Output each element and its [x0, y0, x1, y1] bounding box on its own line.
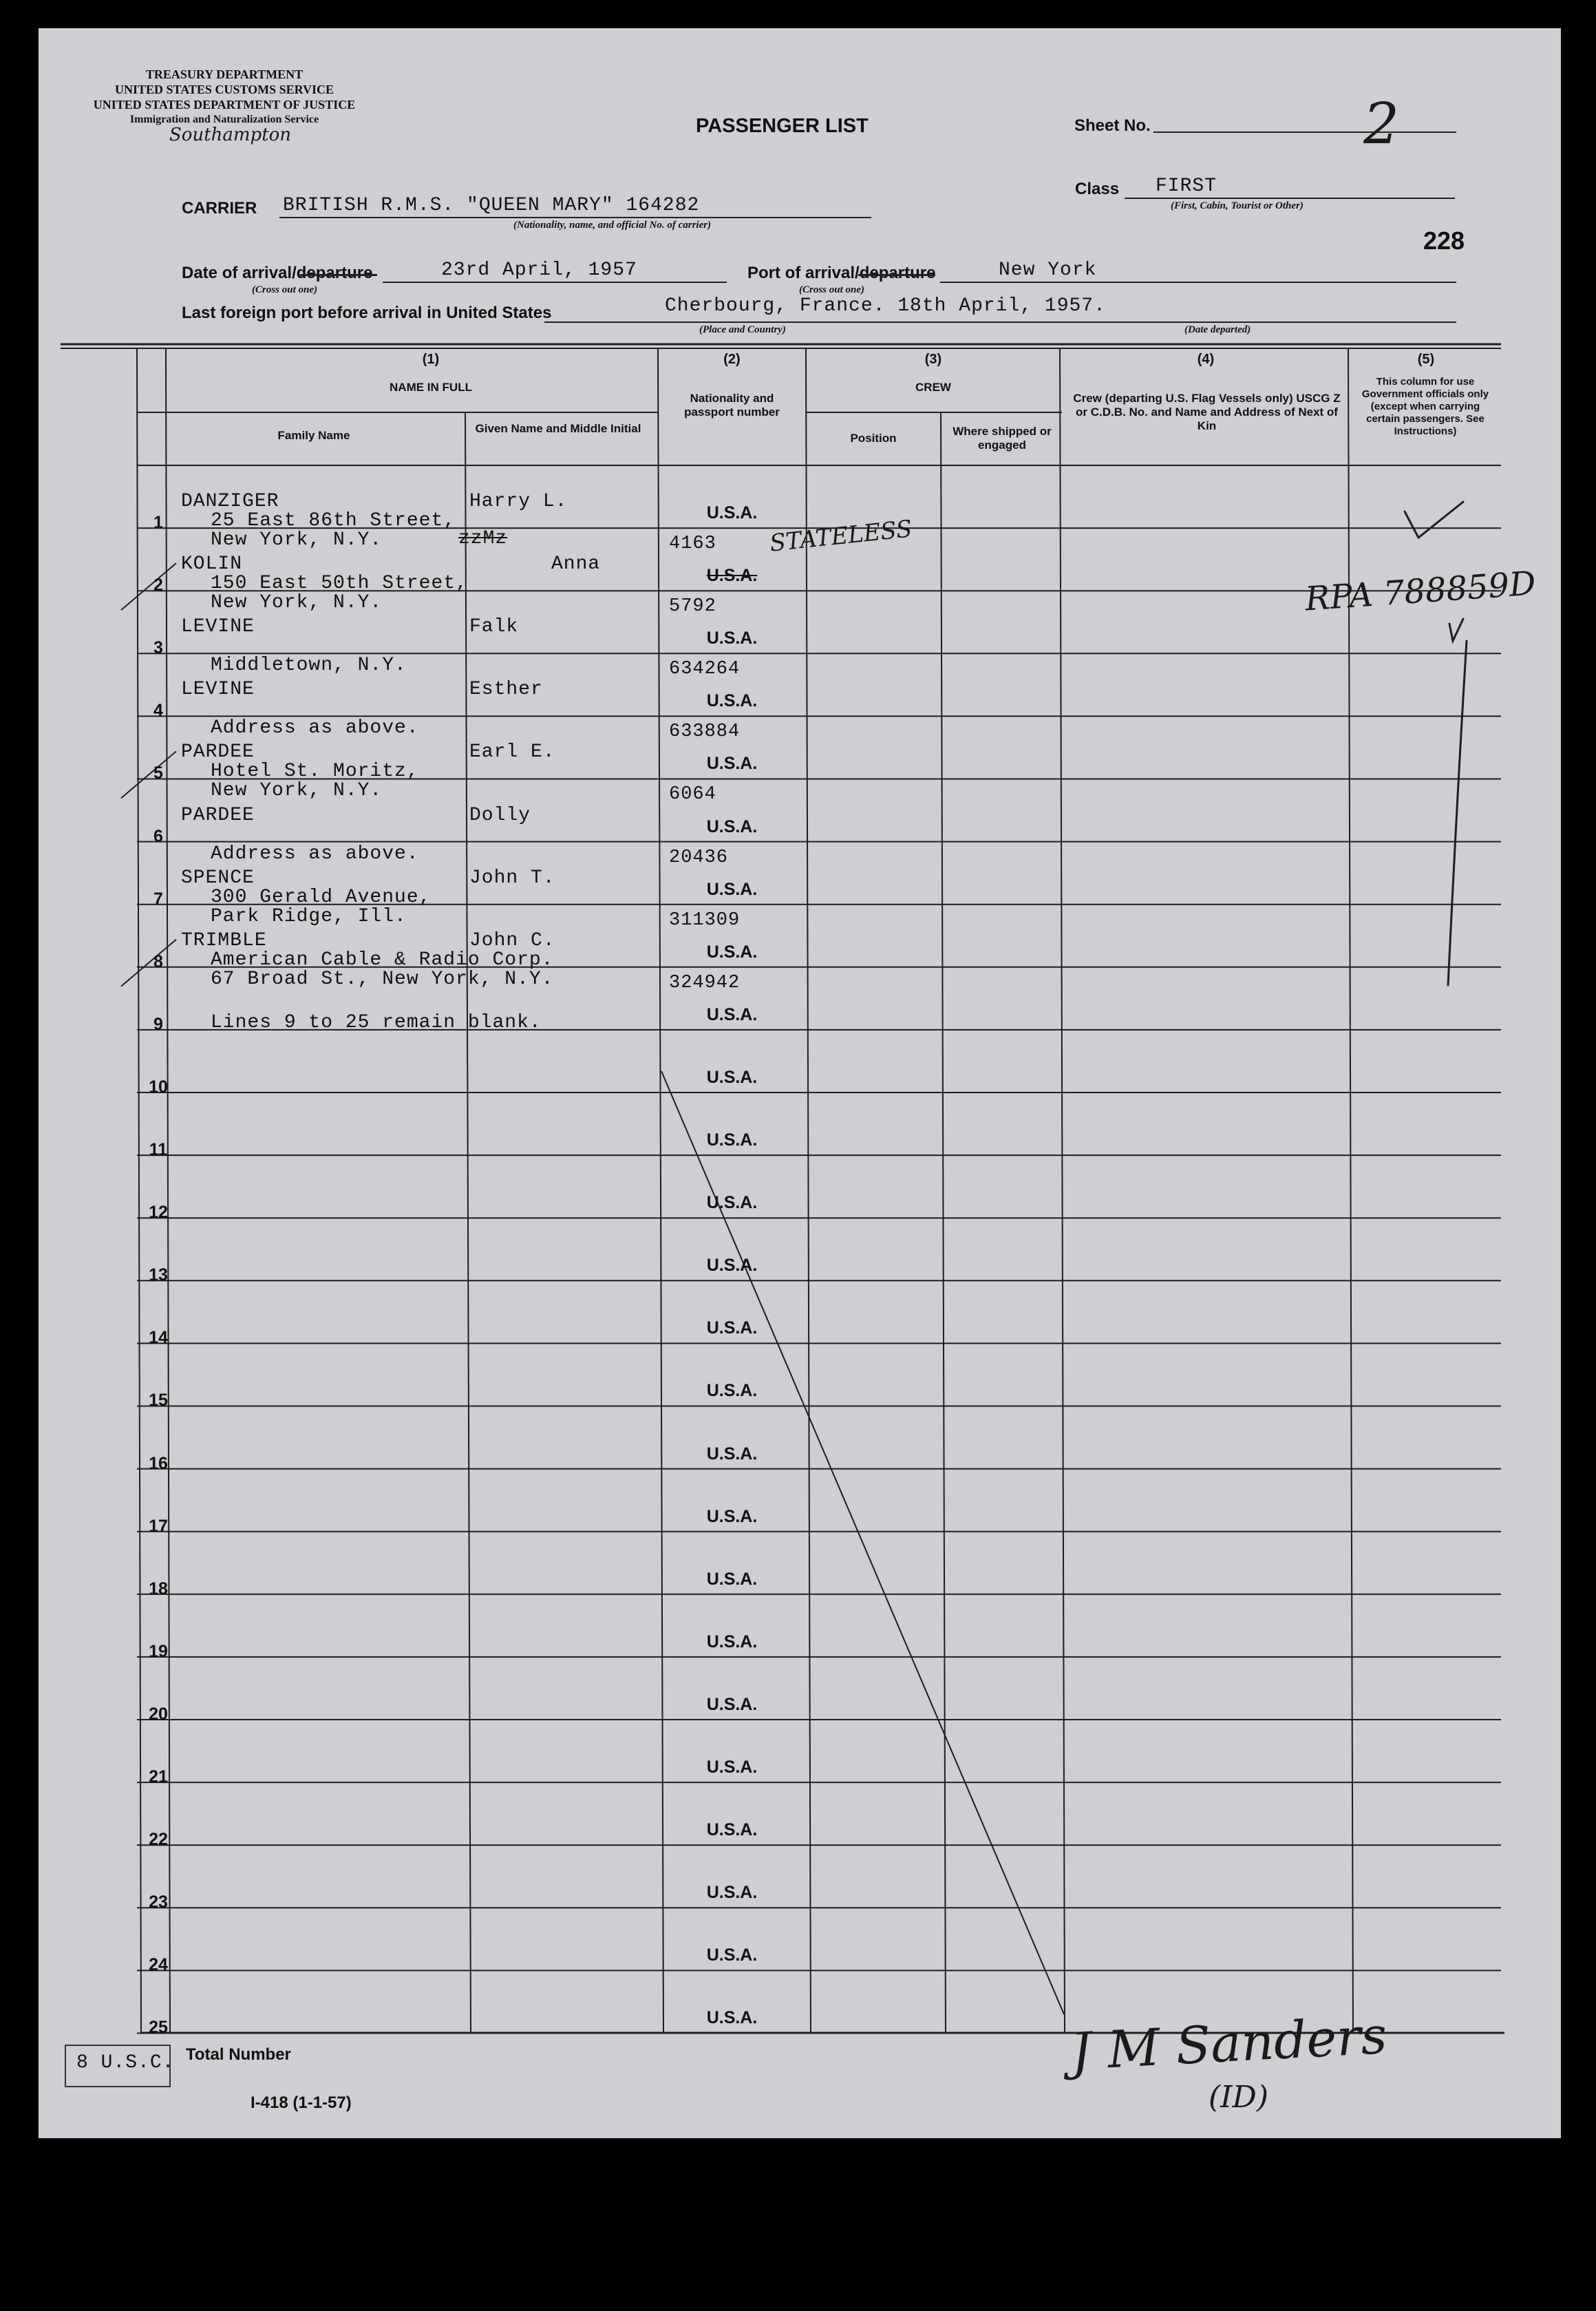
family-name: DANZIGER	[181, 491, 279, 512]
family-name: LEVINE	[181, 616, 255, 638]
row-number: 18	[149, 1579, 168, 1598]
col1-title: NAME IN FULL	[390, 381, 472, 394]
row-number: 19	[149, 1641, 168, 1661]
nationality: U.S.A.	[706, 1130, 758, 1150]
class-note: (First, Cabin, Tourist or Other)	[1171, 200, 1304, 211]
col3-title: CREW	[915, 381, 951, 394]
col4-title: Crew (departing U.S. Flag Vessels only) USCG Z or C.D.B. No. and Name and Address of Next of Kin	[1073, 392, 1341, 432]
usc-stamp-text: 8 U.S.C.	[76, 2052, 175, 2073]
address-line: Lines 9 to 25 remain blank.	[211, 1011, 542, 1033]
passport-number: 20436	[669, 847, 729, 868]
column-divider	[1060, 348, 1065, 2033]
rpa-note: RPA 788859D	[1304, 564, 1538, 619]
nationality: U.S.A.	[706, 1694, 758, 1714]
col4-number: (4)	[1197, 352, 1215, 367]
row-number: 23	[149, 1892, 168, 1912]
passport-number: 6064	[669, 784, 716, 805]
carrier-note: (Nationality, name, and official No. of carrier)	[513, 220, 712, 231]
nationality: U.S.A.	[706, 1632, 758, 1652]
row-number: 7	[153, 889, 163, 909]
col1-number: (1)	[422, 352, 440, 367]
column-divider	[658, 348, 663, 2033]
row-number: 13	[149, 1265, 168, 1285]
handwritten-port: Southampton	[169, 125, 292, 145]
col3-number: (3)	[924, 352, 942, 367]
signature-sub: (ID)	[1209, 2080, 1268, 2115]
address-line: 150 East 50th Street,	[211, 573, 468, 595]
given-name: Dolly	[469, 804, 531, 826]
passport-number: 634264	[669, 659, 741, 680]
address-line: New York, N.Y.	[211, 780, 383, 802]
sheet-number: 2	[1363, 92, 1400, 157]
nationality: U.S.A.	[706, 1569, 758, 1589]
column-divider	[806, 348, 811, 2033]
family-name: SPENCE	[181, 867, 255, 889]
given-name: Earl E.	[469, 741, 555, 763]
row-number: 4	[153, 701, 163, 721]
class-label: Class	[1075, 180, 1120, 198]
given-name: John C.	[469, 929, 555, 951]
nationality: U.S.A.	[706, 1318, 758, 1338]
nationality: U.S.A.	[706, 503, 758, 523]
nationality: U.S.A.	[706, 1256, 758, 1276]
date-value: 23rd April, 1957	[441, 260, 637, 281]
given-name: Falk	[469, 616, 519, 638]
row-number: 10	[149, 1077, 168, 1097]
col5-number: (5)	[1417, 352, 1435, 367]
row-number: 15	[149, 1391, 168, 1411]
nationality: U.S.A.	[706, 879, 758, 899]
carrier-value: BRITISH R.M.S. "QUEEN MARY" 164282	[283, 195, 700, 216]
nationality: U.S.A.	[706, 1444, 758, 1464]
passport-number: 633884	[669, 721, 741, 743]
col5-title: This column for use Government officials only (except when carrying certain passengers. See Instructions)	[1361, 376, 1489, 437]
address-line: Middletown, N.Y.	[211, 655, 407, 677]
row-number: 20	[149, 1704, 168, 1724]
row-number: 6	[153, 826, 163, 846]
page-number: 228	[1423, 226, 1465, 255]
col2-number: (2)	[723, 352, 741, 367]
nationality: U.S.A.	[706, 566, 758, 586]
row-number: 14	[149, 1328, 168, 1348]
address-line: Address as above.	[211, 717, 419, 739]
page-title: PASSENGER LIST	[696, 115, 869, 137]
tally-line	[1448, 641, 1467, 985]
row-number: 25	[149, 2018, 168, 2038]
passenger-list-sheet	[39, 28, 1561, 2138]
nationality: U.S.A.	[706, 1506, 758, 1526]
address-line: 25 East 86th Street,	[211, 510, 456, 531]
address-line: New York, N.Y.	[211, 592, 383, 614]
date-departed-note: (Date departed)	[1184, 324, 1251, 335]
check-mark	[1449, 619, 1463, 641]
nationality: U.S.A.	[706, 1820, 758, 1840]
check-mark	[1405, 502, 1463, 538]
struck-prefix: zzMz	[458, 528, 508, 549]
row-number: 24	[149, 1955, 168, 1975]
given-name: John T.	[469, 867, 555, 889]
nationality: U.S.A.	[706, 1758, 758, 1777]
address-line: 67 Broad St., New York, N.Y.	[211, 968, 554, 990]
agency-line: Immigration and Naturalization Service	[129, 114, 319, 125]
row-number: 11	[149, 1140, 168, 1159]
family-name: PARDEE	[181, 741, 255, 763]
nationality: U.S.A.	[706, 1381, 758, 1401]
column-divider	[941, 412, 946, 2033]
passport-number: 4163	[669, 534, 716, 554]
lastport-label: Last foreign port before arrival in United States	[182, 304, 552, 322]
address-line: Address as above.	[211, 843, 419, 865]
address-line: American Cable & Radio Corp.	[211, 949, 554, 971]
nationality: U.S.A.	[706, 1004, 758, 1024]
row-number: 2	[153, 576, 163, 595]
family-name: LEVINE	[181, 679, 255, 701]
row-number: 21	[149, 1767, 168, 1786]
port-value: New York	[999, 260, 1097, 281]
family-name: KOLIN	[181, 553, 243, 576]
given-name: Harry L.	[469, 491, 568, 512]
address-line: Hotel St. Moritz,	[211, 761, 419, 783]
sheet-label: Sheet No.	[1074, 116, 1151, 135]
nationality: U.S.A.	[706, 942, 758, 962]
row-number: 1	[153, 513, 163, 532]
column-divider	[465, 412, 471, 2033]
address-line: 300 Gerald Avenue,	[211, 886, 432, 908]
class-value: FIRST	[1156, 176, 1217, 197]
where-shipped-header: Where shipped or engaged	[953, 425, 1052, 452]
form-number: I-418 (1-1-57)	[251, 2093, 352, 2112]
family-name: PARDEE	[181, 804, 255, 826]
nationality: U.S.A.	[706, 754, 758, 774]
agency-line: UNITED STATES DEPARTMENT OF JUSTICE	[93, 98, 356, 112]
signature: J M Sanders	[1070, 2006, 1389, 2082]
stateless-note: STATELESS	[768, 515, 914, 558]
agency-line: UNITED STATES CUSTOMS SERVICE	[115, 83, 334, 96]
nationality: U.S.A.	[706, 691, 758, 711]
nationality: U.S.A.	[706, 2008, 758, 2028]
given-name: Anna	[551, 553, 601, 576]
port-label: Port of arrival/departure	[747, 264, 936, 282]
port-note: (Cross out one)	[799, 284, 865, 295]
agency-line: TREASURY DEPARTMENT	[145, 67, 304, 81]
nationality: U.S.A.	[706, 1945, 758, 1965]
nationality: U.S.A.	[706, 1883, 758, 1903]
lastport-value: Cherbourg, France. 18th April, 1957.	[665, 295, 1106, 317]
family-name-header: Family Name	[277, 429, 350, 442]
date-note: (Cross out one)	[252, 284, 318, 295]
family-name: TRIMBLE	[181, 929, 267, 951]
nationality: U.S.A.	[706, 1193, 758, 1213]
total-label: Total Number	[186, 2045, 291, 2064]
row-number: 3	[153, 638, 163, 658]
nationality: U.S.A.	[706, 1067, 758, 1087]
passport-number: 311309	[669, 909, 741, 931]
place-note: (Place and Country)	[699, 324, 786, 335]
date-label: Date of arrival/departure	[182, 264, 373, 282]
row-number: 12	[149, 1203, 168, 1223]
given-name: Esther	[469, 679, 543, 701]
address-line: New York, N.Y.	[211, 529, 383, 551]
passport-number: 5792	[669, 596, 716, 618]
row-number: 17	[149, 1516, 168, 1536]
row-number: 9	[153, 1014, 163, 1034]
nationality: U.S.A.	[706, 629, 758, 648]
col2-title: Nationality and passport number	[684, 392, 780, 419]
carrier-label: CARRIER	[182, 199, 257, 218]
given-name-header: Given Name and Middle Initial	[475, 422, 641, 435]
row-number: 5	[153, 763, 163, 783]
column-divider	[137, 348, 141, 2033]
passport-number: 324942	[669, 972, 741, 993]
address-line: Park Ridge, Ill.	[211, 905, 407, 927]
row-number: 8	[153, 951, 163, 971]
nationality: U.S.A.	[706, 816, 758, 836]
row-number: 16	[149, 1453, 168, 1473]
position-header: Position	[850, 432, 897, 445]
row-number: 22	[149, 1830, 168, 1850]
